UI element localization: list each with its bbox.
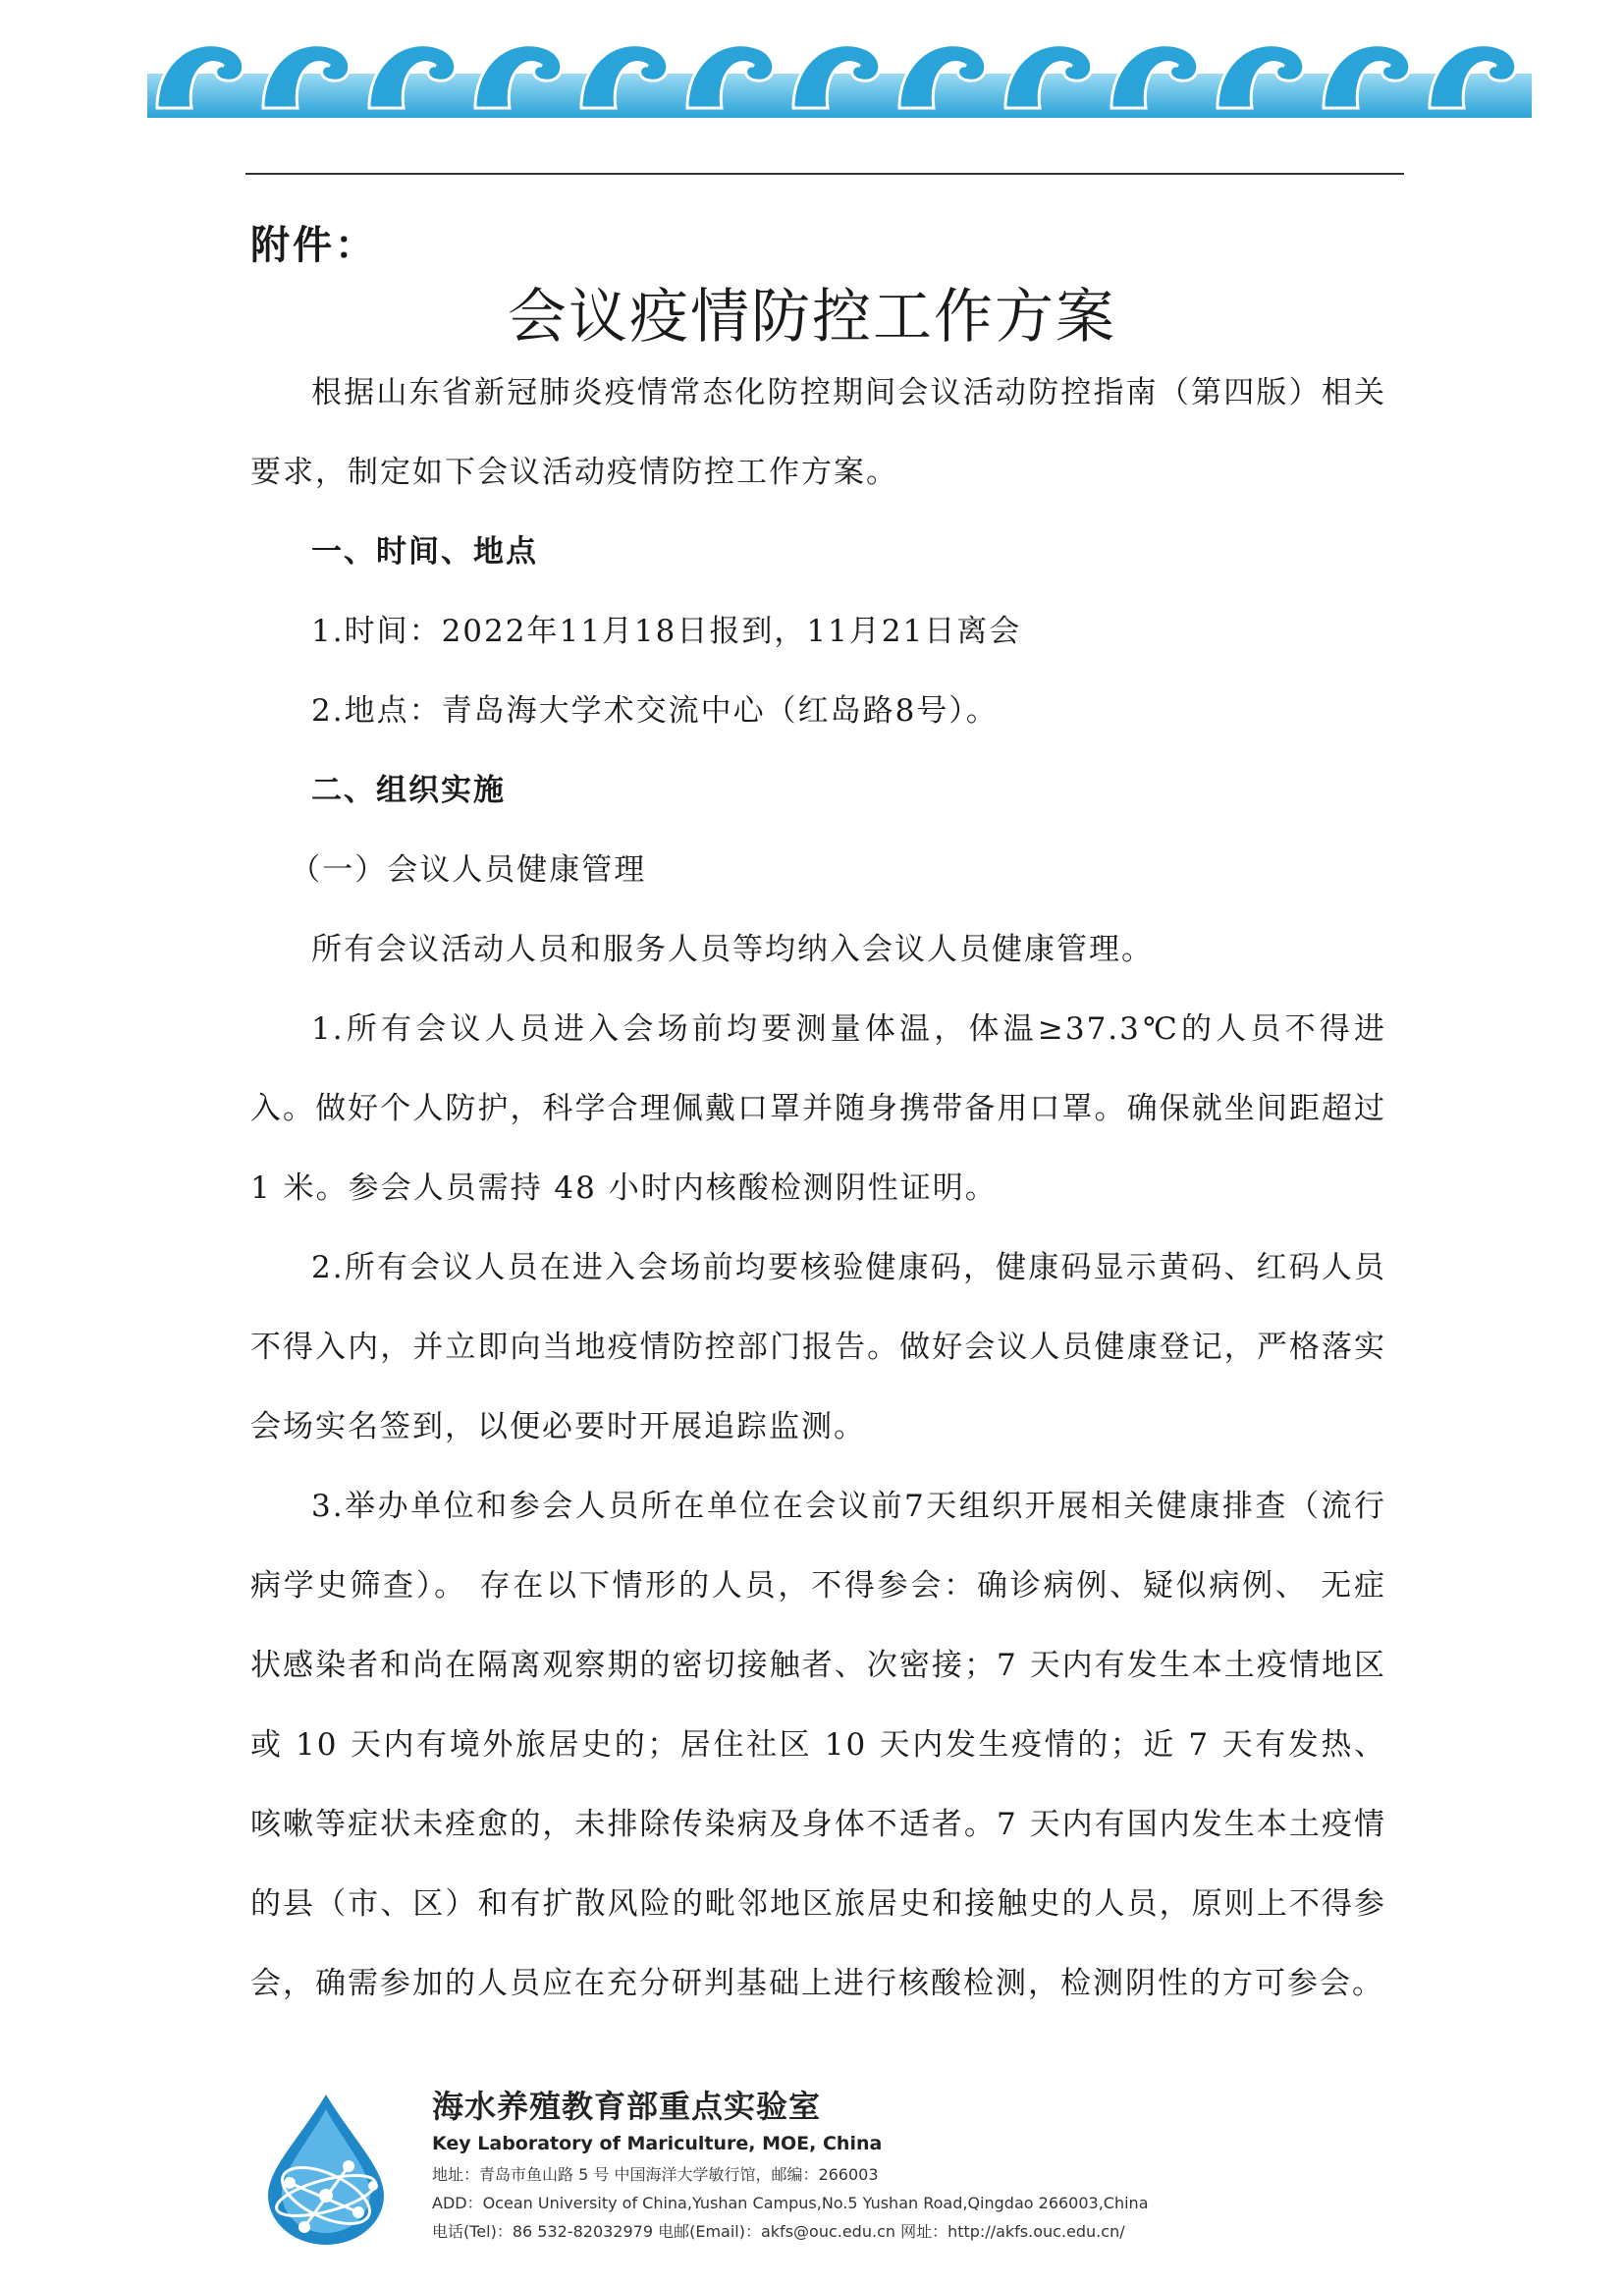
place-item: 2.地点：青岛海大学术交流中心（红岛路8号）。	[311, 693, 999, 729]
footer	[260, 2082, 1340, 2258]
contact-line: 电话(Tel)：86 532-82032979 电邮(Email)：akfs@ouc.edu.cn 网址：http://akfs.ouc.edu.cn/	[432, 2222, 1125, 2241]
item-2-paragraph: 2.所有会议人员在进入会场前均要核验健康码，健康码显示黄码、红码人员不得入内，并立即向当地疫情防控部门报告。做好会议人员健康登记，严格落实会场实名签到，以便必要时开展追踪监测。	[250, 1250, 1386, 1444]
time-item: 1.时间：2022年11月18日报到，11月21日离会	[311, 614, 1022, 649]
lab-name-cn: 海水养殖教育部重点实验室	[432, 2088, 822, 2125]
water-drop-network-logo-icon	[260, 2090, 393, 2247]
item-1-paragraph: 1.所有会议人员进入会场前均要测量体温，体温≥37.3℃的人员不得进入。做好个人防护，科学合理佩戴口罩并随身携带备用口罩。确保就坐间距超过 1 米。参会人员需持 48 小时内核酸检测阴性证明。	[250, 1011, 1386, 1206]
scope-paragraph: 所有会议活动人员和服务人员等均纳入会议人员健康管理。	[311, 932, 1154, 967]
document-body	[250, 354, 1386, 2024]
attachment-label: 附件：	[250, 223, 377, 268]
header-rule	[245, 173, 1404, 175]
lab-name-en: Key Laboratory of Mariculture, MOE, China	[432, 2133, 883, 2154]
section-heading-organization: 二、组织实施	[311, 773, 506, 808]
document-title: 会议疫情防控工作方案	[508, 283, 1116, 352]
section-heading-time-place: 一、时间、地点	[311, 534, 538, 570]
item-3-paragraph: 3.举办单位和参会人员所在单位在会议前7天组织开展相关健康排查（流行病学史筛查）。 存在以下情形的人员，不得参会：确诊病例、疑似病例、 无症状感染者和尚在隔离观察期的密切接触者、次密接；7 天内有发生本土疫情地区或 10 天内有境外旅居史的；居住社区 10 天内发生疫情的；近 7 天有发热、咳嗽等症状未痊愈的，未排除传染病及身体不适者。7 天内有国内发生本土疫情的县（市、区）和有扩散风险的毗邻地区旅居史和接触史的人员，原则上不得参会，确需参加的人员应在充分研判基础上进行核酸检测，检测阴性的方可参会。	[250, 1489, 1386, 2001]
intro-paragraph: 根据山东省新冠肺炎疫情常态化防控期间会议活动防控指南（第四版）相关要求，制定如下会议活动疫情防控工作方案。	[250, 375, 1386, 490]
footer-text	[432, 2082, 1149, 2246]
subsection-heading-health: （一）会议人员健康管理	[290, 852, 647, 888]
address-cn: 地址：青岛市鱼山路 5 号 中国海洋大学敏行馆，邮编：266003	[432, 2165, 879, 2184]
address-en: ADD：Ocean University of China,Yushan Campus,No.5 Yushan Road,Qingdao 266003,China	[432, 2194, 1149, 2212]
ocean-wave-banner-icon	[147, 20, 1532, 118]
